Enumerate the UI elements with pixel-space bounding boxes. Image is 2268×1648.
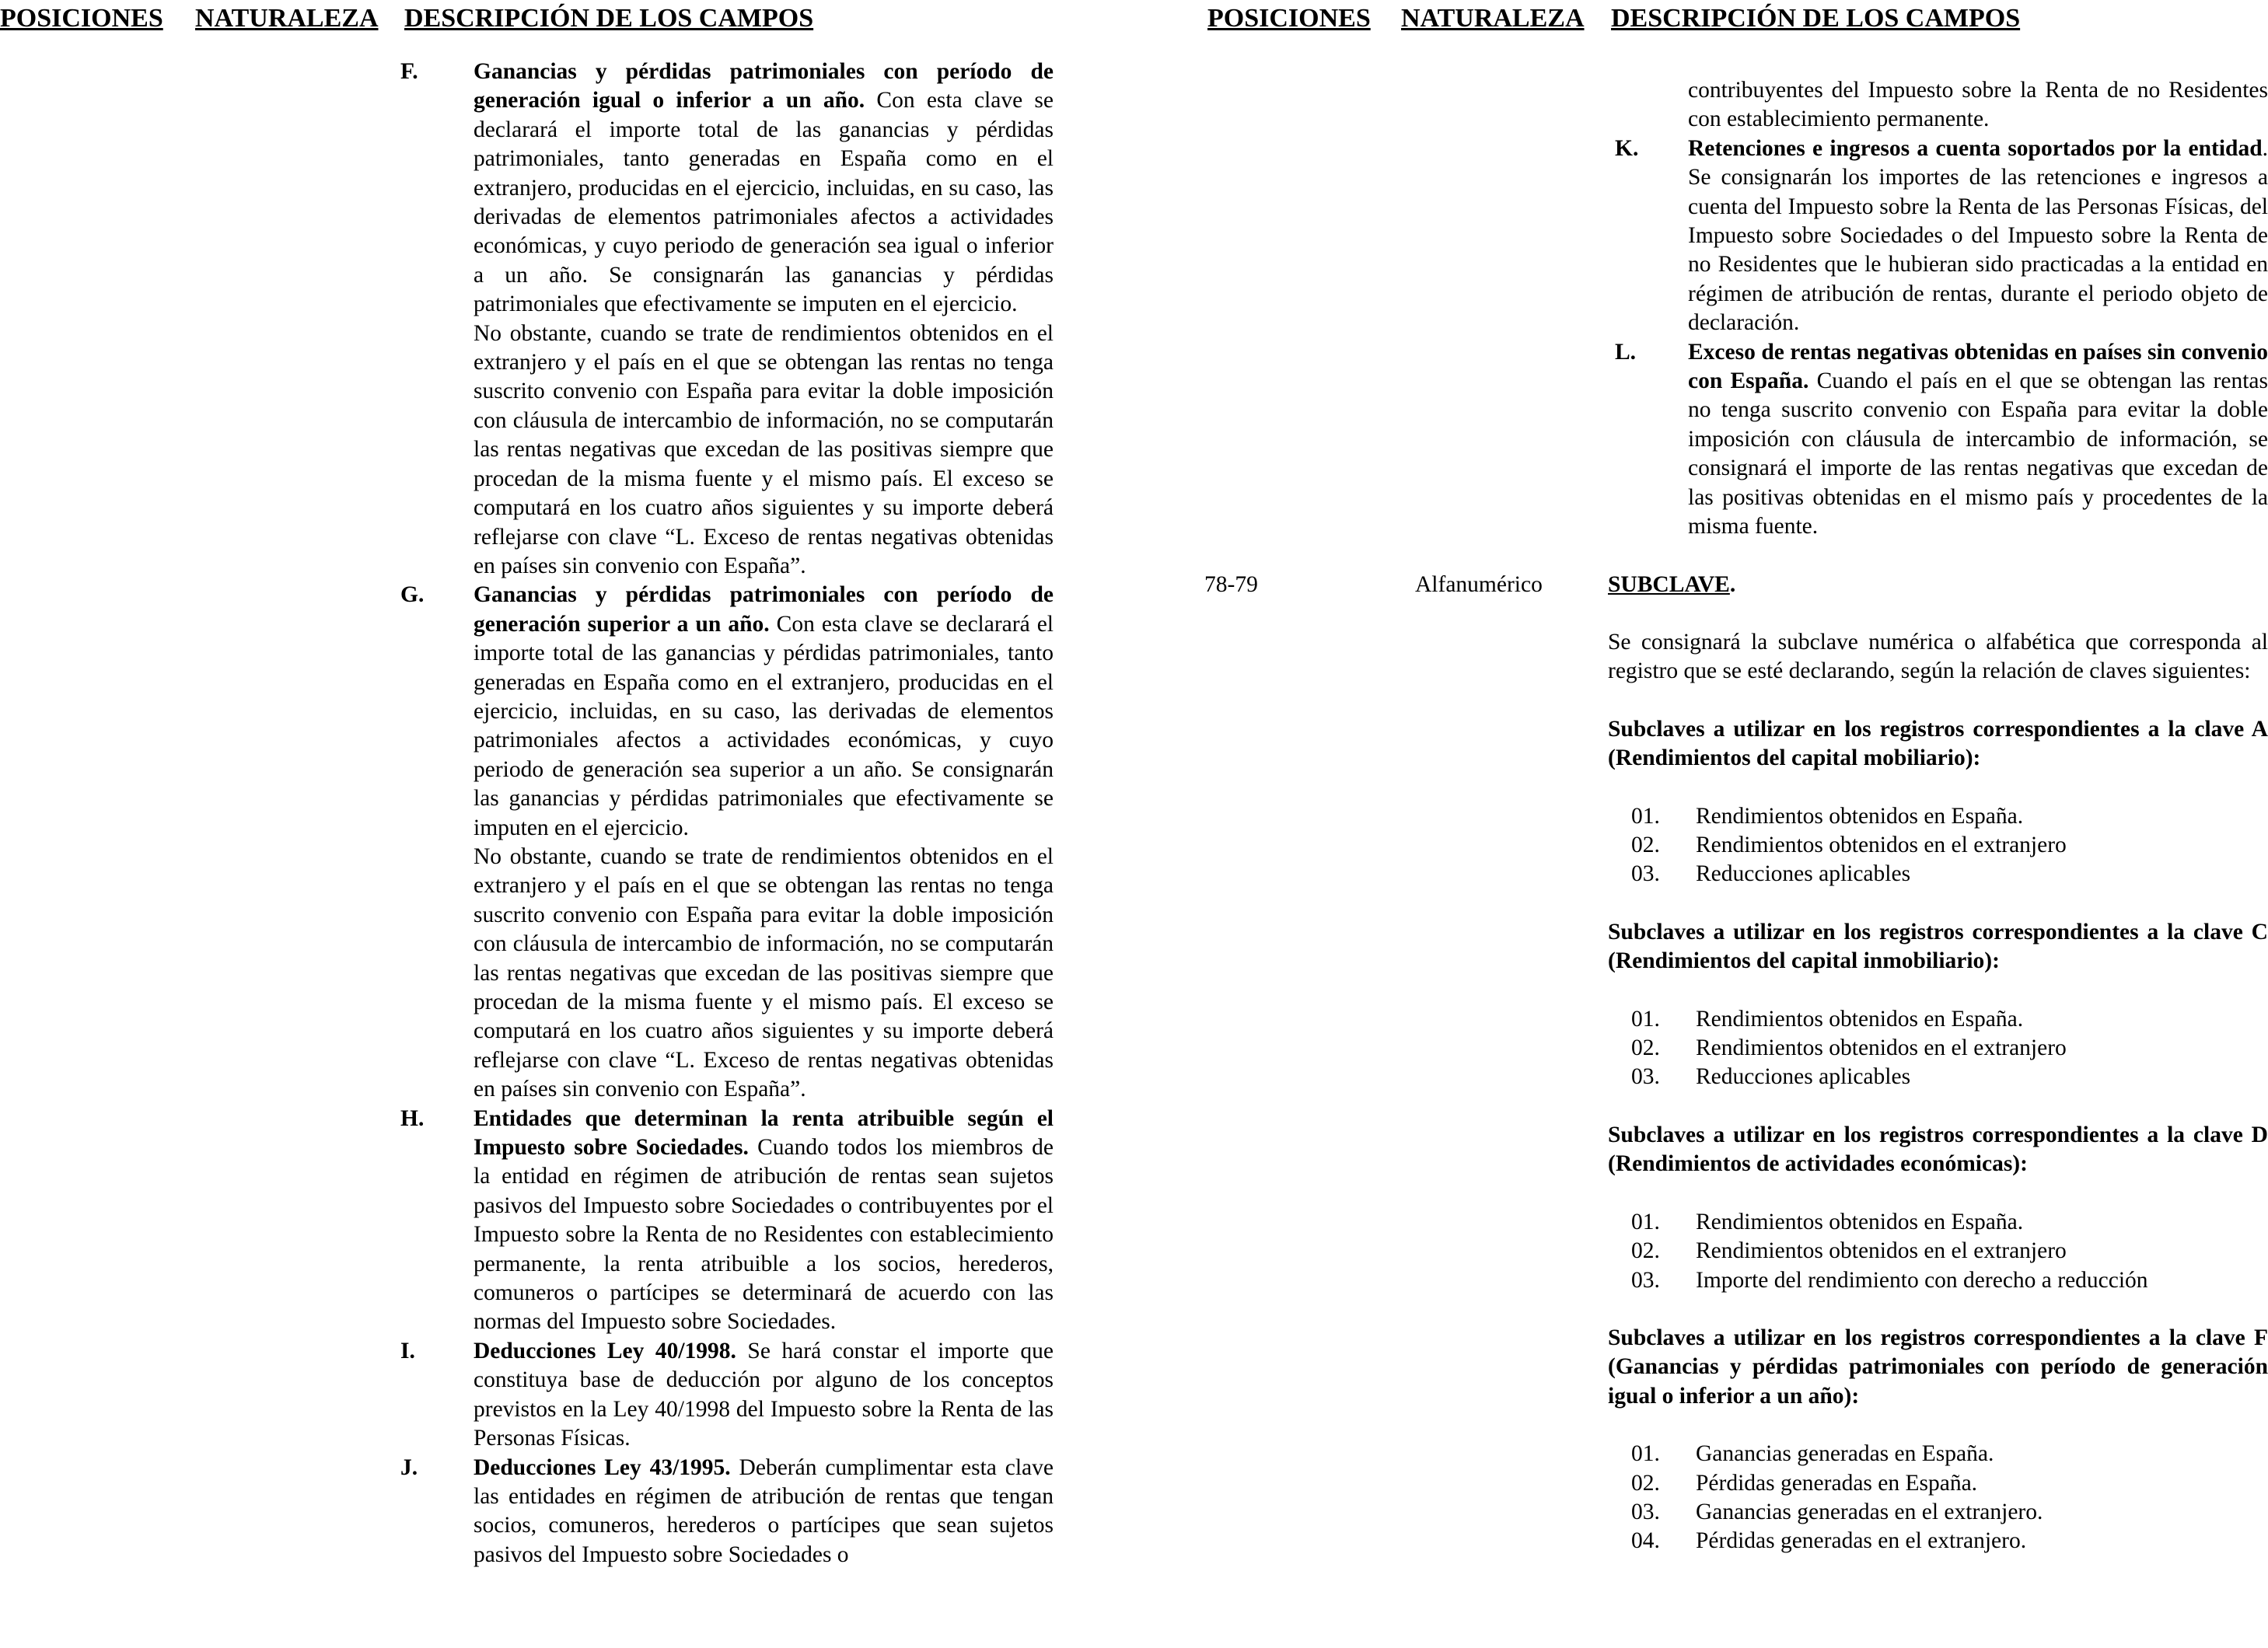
group-heading: Subclaves a utilizar en los registros correspondientes a la clave C (Rendimientos del capital inmobiliario):	[1608, 919, 2268, 974]
left-header-posiciones: POSICIONES	[0, 4, 163, 33]
item-text: Retenciones e ingresos a cuenta soportados por la entidad. Se consignarán los importes de las retenciones e ingresos a cuenta del Impuesto sobre la Renta de las Personas Físicas, del Impuesto sobre Sociedades o del Impuesto sobre la Renta de no Residentes que le hubieran sido practicadas a la entidad en régimen de atribución de rentas, durante el periodo objeto de declaración.	[1688, 135, 2268, 336]
subclave-description	[1608, 628, 2268, 1556]
item-g	[400, 581, 1054, 1104]
left-header-naturaleza: NATURALEZA	[195, 4, 379, 33]
subclave-group-c	[1608, 918, 2268, 1092]
subclave-list	[1608, 802, 2268, 889]
subclave-group-f	[1608, 1324, 2268, 1556]
right-header-posiciones: POSICIONES	[1207, 4, 1371, 33]
item-k	[1615, 134, 2268, 338]
group-heading: Subclaves a utilizar en los registros correspondientes a la clave F (Ganancias y pérdidas patrimoniales con período de generación igual o inferior a un año):	[1608, 1325, 2268, 1409]
list-item: 02. Rendimientos obtenidos en el extranjero	[1631, 1238, 2067, 1264]
item-text: Deducciones Ley 40/1998. Se hará constar el importe que constituya base de deducción por alguno de los conceptos previstos en la Ley 40/1998 del Impuesto sobre la Renta de las Personas Físicas.	[474, 1338, 1054, 1451]
item-letter: I.	[400, 1338, 415, 1363]
item-l	[1615, 338, 2268, 542]
subclave-group-d	[1608, 1121, 2268, 1295]
item-letter: L.	[1615, 339, 1637, 365]
list-item: 03. Reducciones aplicables	[1631, 861, 1911, 887]
item-text-2: No obstante, cuando se trate de rendimientos obtenidos en el extranjero y el país en el que se obtengan las rentas no tenga suscrito convenio con España para evitar la doble imposición con cláusula de intercambio de información, no se computarán las rentas negativas que excedan de las positivas siempre que procedan de la misma fuente y el mismo país. El exceso se computará en los cuatro años siguientes y su importe deberá reflejarse con clave “L. Exceso de rentas negativas obtenidas en países sin convenio con España”.	[474, 843, 1054, 1102]
item-f	[400, 58, 1054, 581]
right-header-naturaleza: NATURALEZA	[1401, 4, 1585, 33]
list-item: 01. Ganancias generadas en España.	[1631, 1441, 1994, 1467]
subclave-naturaleza: Alfanumérico	[1415, 572, 1543, 597]
subclave-group-a	[1608, 715, 2268, 889]
subclave-list	[1608, 1005, 2268, 1092]
group-heading: Subclaves a utilizar en los registros correspondientes a la clave A (Rendimientos del capital mobiliario):	[1608, 716, 2268, 771]
item-text: Deducciones Ley 43/1995. Deberán cumplimentar esta clave las entidades en régimen de atribución de rentas que tengan socios, comuneros, herederos o partícipes que sean sujetos pasivos del Impuesto sobre Sociedades o	[474, 1454, 1054, 1567]
item-text: Ganancias y pérdidas patrimoniales con período de generación superior a un año. Con esta clave se declarará el importe total de las ganancias y pérdidas patrimoniales, tanto generadas en España como en el extranjero, producidas en el ejercicio, incluidas, en su caso, las derivadas de elementos patrimoniales afectos a actividades económicas, y cuyo periodo de generación sea superior a un año. Se consignarán las ganancias y pérdidas patrimoniales que efectivamente se imputen en el ejercicio.	[474, 582, 1054, 840]
list-item: 01. Rendimientos obtenidos en España.	[1631, 803, 2024, 829]
left-description-column	[400, 58, 1054, 1569]
list-item: 04. Pérdidas generadas en el extranjero.	[1631, 1528, 2027, 1554]
item-text-2: No obstante, cuando se trate de rendimientos obtenidos en el extranjero y el país en el que se obtengan las rentas no tenga suscrito convenio con España para evitar la doble imposición con cláusula de intercambio de información, no se computarán las rentas negativas que excedan de las positivas siempre que procedan de la misma fuente y el mismo país. El exceso se computará en los cuatro años siguientes y su importe deberá reflejarse con clave “L. Exceso de rentas negativas obtenidas en países sin convenio con España”.	[474, 320, 1054, 578]
subclave-intro: Se consignará la subclave numérica o alfabética que corresponda al registro que se esté declarando, según la relación de claves siguientes:	[1608, 630, 2268, 684]
item-text: Exceso de rentas negativas obtenidas en países sin convenio con España. Cuando el país en el que se obtengan las rentas no tenga suscrito convenio con España para evitar la doble imposición con cláusula de intercambio de información, se consignará el importe de las rentas negativas que excedan de las positivas obtenidas en el mismo país y procedentes de la misma fuente.	[1688, 339, 2268, 539]
list-item: 01. Rendimientos obtenidos en España.	[1631, 1006, 2024, 1032]
item-letter: G.	[400, 582, 425, 608]
list-item: 03. Reducciones aplicables	[1631, 1064, 1911, 1090]
subclave-list	[1608, 1208, 2268, 1295]
list-item: 02. Rendimientos obtenidos en el extranjero	[1631, 833, 2067, 858]
list-item: 01. Rendimientos obtenidos en España.	[1631, 1209, 2024, 1234]
list-item: 03. Importe del rendimiento con derecho a reducción	[1631, 1267, 2148, 1293]
list-item: 03. Ganancias generadas en el extranjero.	[1631, 1499, 2043, 1524]
item-text: Entidades que determinan la renta atribuible según el Impuesto sobre Sociedades. Cuando todos los miembros de la entidad en régimen de atribución de rentas sean sujetos pasivos del Impuesto sobre Sociedades o contribuyentes por el Impuesto sobre la Renta de no Residentes con establecimiento permanente, la renta atribuible a los socios, herederos, comuneros o partícipes se determinará de acuerdo con las normas del Impuesto sobre Sociedades.	[474, 1105, 1054, 1335]
list-item: 02. Pérdidas generadas en España.	[1631, 1470, 1978, 1496]
subclave-title: SUBCLAVE.	[1608, 572, 1736, 597]
item-letter: F.	[400, 59, 418, 84]
group-heading: Subclaves a utilizar en los registros correspondientes a la clave D (Rendimientos de actividades económicas):	[1608, 1122, 2268, 1177]
right-header-descripcion: DESCRIPCIÓN DE LOS CAMPOS	[1611, 4, 2021, 33]
item-letter: H.	[400, 1105, 425, 1131]
left-header-descripcion: DESCRIPCIÓN DE LOS CAMPOS	[404, 4, 814, 33]
list-item: 02. Rendimientos obtenidos en el extranjero	[1631, 1035, 2067, 1061]
item-letter: J.	[400, 1454, 418, 1480]
item-j	[400, 1454, 1054, 1570]
item-text: Ganancias y pérdidas patrimoniales con período de generación igual o inferior a un año. Con esta clave se declarará el importe total de las ganancias y pérdidas patrimoniales, tanto generadas en España como en el extranjero, producidas en el ejercicio, incluidas, en su caso, las derivadas de elementos patrimoniales afectos a actividades económicas, y cuyo periodo de generación sea igual o inferior a un año. Se consignarán las ganancias y pérdidas patrimoniales que efectivamente se imputen en el ejercicio.	[474, 59, 1054, 317]
item-letter: K.	[1615, 135, 1639, 161]
subclave-list	[1608, 1440, 2268, 1556]
item-i	[400, 1337, 1054, 1454]
right-description-column	[1615, 76, 2268, 542]
continuation-text: contribuyentes del Impuesto sobre la Renta de no Residentes con establecimiento permanente.	[1688, 78, 2268, 132]
subclave-posiciones: 78-79	[1204, 572, 1258, 597]
item-h	[400, 1105, 1054, 1337]
